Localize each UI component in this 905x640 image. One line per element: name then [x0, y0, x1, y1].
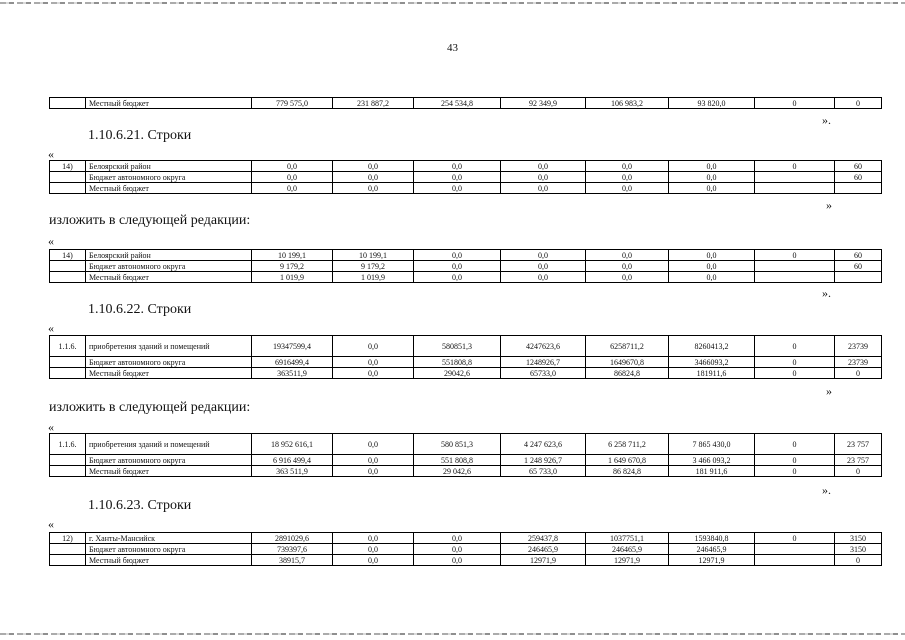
table-row [50, 357, 882, 368]
close-quote: ». [822, 286, 831, 300]
row-name-cell: Бюджет автономного округа [86, 357, 252, 368]
value-cell: 65 733,0 [501, 466, 586, 477]
row-number-cell: 1.1.6. [50, 434, 86, 455]
value-cell: 0 [755, 357, 835, 368]
scan-edge-top [0, 2, 905, 4]
value-cell [755, 172, 835, 183]
open-quote: « [48, 321, 54, 335]
table-row [50, 250, 882, 261]
value-cell: 0,0 [414, 272, 501, 283]
open-quote: « [48, 147, 54, 161]
value-cell: 18 952 616,1 [252, 434, 333, 455]
row-number-cell [50, 368, 86, 379]
row-name-cell: Белоярский район [86, 161, 252, 172]
value-cell: 0,0 [669, 261, 755, 272]
value-cell: 254 534,8 [414, 98, 501, 109]
section-heading-22: 1.10.6.22. Строки [88, 302, 192, 317]
value-cell: 0,0 [252, 183, 333, 194]
value-cell: 0 [755, 368, 835, 379]
value-cell: 0,0 [586, 172, 669, 183]
table-row [50, 336, 882, 357]
value-cell: 0,0 [333, 533, 414, 544]
value-cell: 9 179,2 [333, 261, 414, 272]
value-cell: 60 [835, 172, 882, 183]
value-cell: 0,0 [669, 161, 755, 172]
value-cell: 246465,9 [501, 544, 586, 555]
value-cell: 0,0 [252, 161, 333, 172]
value-cell: 0,0 [669, 183, 755, 194]
row-number-cell: 1.1.6. [50, 336, 86, 357]
row-name-cell: приобретения зданий и помещений [86, 434, 252, 455]
row-number-cell [50, 455, 86, 466]
value-cell: 0,0 [414, 261, 501, 272]
value-cell: 0 [755, 161, 835, 172]
table-row [50, 261, 882, 272]
value-cell: 231 887,2 [333, 98, 414, 109]
section-21-old-table [49, 160, 882, 194]
value-cell: 0 [755, 434, 835, 455]
value-cell: 246465,9 [586, 544, 669, 555]
row-name-cell: Бюджет автономного округа [86, 455, 252, 466]
value-cell: 86824,8 [586, 368, 669, 379]
value-cell: 0,0 [333, 368, 414, 379]
row-number-cell [50, 272, 86, 283]
value-cell: 0,0 [333, 336, 414, 357]
value-cell: 1248926,7 [501, 357, 586, 368]
value-cell: 0,0 [414, 183, 501, 194]
value-cell: 739397,6 [252, 544, 333, 555]
value-cell: 1649670,8 [586, 357, 669, 368]
value-cell: 9 179,2 [252, 261, 333, 272]
row-name-cell: приобретения зданий и помещений [86, 336, 252, 357]
value-cell: 0,0 [669, 172, 755, 183]
row-number-cell [50, 172, 86, 183]
value-cell: 23739 [835, 336, 882, 357]
table-row [50, 434, 882, 455]
value-cell: 60 [835, 261, 882, 272]
value-cell: 7 865 430,0 [669, 434, 755, 455]
row-name-cell: Местный бюджет [86, 555, 252, 566]
value-cell: 580 851,3 [414, 434, 501, 455]
value-cell: 23 757 [835, 434, 882, 455]
value-cell: 0 [835, 98, 882, 109]
row-number-cell [50, 357, 86, 368]
scan-edge-bottom [0, 633, 905, 635]
value-cell: 0,0 [586, 183, 669, 194]
row-number-cell [50, 183, 86, 194]
value-cell: 0 [755, 250, 835, 261]
value-cell: 0,0 [501, 261, 586, 272]
value-cell: 0,0 [501, 172, 586, 183]
value-cell [835, 183, 882, 194]
value-cell: 363 511,9 [252, 466, 333, 477]
value-cell: 551808,8 [414, 357, 501, 368]
table-row [50, 368, 882, 379]
section-22-new-table [49, 433, 882, 477]
value-cell: 0,0 [333, 357, 414, 368]
value-cell: 3150 [835, 533, 882, 544]
section-heading-21: 1.10.6.21. Строки [88, 128, 192, 143]
value-cell: 0 [835, 368, 882, 379]
value-cell: 3 466 093,2 [669, 455, 755, 466]
row-name-cell: Местный бюджет [86, 368, 252, 379]
value-cell: 0,0 [586, 250, 669, 261]
value-cell: 0,0 [669, 250, 755, 261]
value-cell: 10 199,1 [333, 250, 414, 261]
open-quote: « [48, 420, 54, 434]
value-cell: 1 649 670,8 [586, 455, 669, 466]
value-cell: 2891029,6 [252, 533, 333, 544]
value-cell: 38915,7 [252, 555, 333, 566]
value-cell: 6916499,4 [252, 357, 333, 368]
open-quote: « [48, 234, 54, 248]
table-row [50, 272, 882, 283]
row-number-cell [50, 555, 86, 566]
section-22-old-table [49, 335, 882, 379]
value-cell [755, 272, 835, 283]
value-cell: 86 824,8 [586, 466, 669, 477]
table-row [50, 466, 882, 477]
value-cell: 0,0 [333, 466, 414, 477]
row-number-cell [50, 261, 86, 272]
row-number-cell [50, 466, 86, 477]
row-name-cell: Местный бюджет [86, 183, 252, 194]
value-cell: 0 [755, 533, 835, 544]
value-cell: 92 349,9 [501, 98, 586, 109]
value-cell: 6 916 499,4 [252, 455, 333, 466]
table-row [50, 172, 882, 183]
table-row [50, 455, 882, 466]
top-table [49, 97, 882, 109]
value-cell: 1 019,9 [333, 272, 414, 283]
close-quote: ». [822, 483, 831, 497]
row-number-cell [50, 544, 86, 555]
close-quote: » [826, 198, 832, 212]
value-cell: 0 [755, 466, 835, 477]
row-name-cell: Местный бюджет [86, 98, 252, 109]
value-cell: 580851,3 [414, 336, 501, 357]
value-cell: 6258711,2 [586, 336, 669, 357]
row-number-cell: 14) [50, 250, 86, 261]
value-cell: 10 199,1 [252, 250, 333, 261]
value-cell: 0,0 [501, 272, 586, 283]
value-cell: 0,0 [252, 172, 333, 183]
page-number: 43 [447, 42, 458, 54]
value-cell: 12971,9 [586, 555, 669, 566]
table-row [50, 98, 882, 109]
value-cell: 0,0 [501, 183, 586, 194]
value-cell: 0 [755, 336, 835, 357]
table-row [50, 533, 882, 544]
value-cell: 0,0 [333, 555, 414, 566]
value-cell: 60 [835, 250, 882, 261]
value-cell [755, 544, 835, 555]
section-heading-23: 1.10.6.23. Строки [88, 498, 192, 513]
value-cell: 29 042,6 [414, 466, 501, 477]
value-cell: 259437,8 [501, 533, 586, 544]
value-cell: 1 248 926,7 [501, 455, 586, 466]
value-cell: 12971,9 [501, 555, 586, 566]
value-cell: 0 [755, 98, 835, 109]
value-cell: 0,0 [333, 183, 414, 194]
value-cell: 0,0 [333, 161, 414, 172]
value-cell: 4 247 623,6 [501, 434, 586, 455]
value-cell: 12971,9 [669, 555, 755, 566]
value-cell: 0,0 [333, 455, 414, 466]
value-cell: 0 [755, 455, 835, 466]
value-cell: 779 575,0 [252, 98, 333, 109]
table-row [50, 183, 882, 194]
value-cell: 0,0 [333, 544, 414, 555]
value-cell: 23739 [835, 357, 882, 368]
value-cell: 363511,9 [252, 368, 333, 379]
value-cell: 0 [835, 466, 882, 477]
row-number-cell: 14) [50, 161, 86, 172]
value-cell: 0,0 [501, 161, 586, 172]
value-cell: 0,0 [414, 544, 501, 555]
redaction-text: изложить в следующей редакции: [49, 213, 251, 228]
value-cell: 0,0 [586, 272, 669, 283]
value-cell: 4247623,6 [501, 336, 586, 357]
row-name-cell: Местный бюджет [86, 466, 252, 477]
row-number-cell [50, 98, 86, 109]
value-cell [755, 261, 835, 272]
value-cell: 0,0 [333, 172, 414, 183]
close-quote: » [826, 384, 832, 398]
row-name-cell: Местный бюджет [86, 272, 252, 283]
value-cell: 0,0 [669, 272, 755, 283]
close-quote: ». [822, 113, 831, 127]
value-cell: 1593840,8 [669, 533, 755, 544]
value-cell [835, 272, 882, 283]
row-name-cell: Бюджет автономного округа [86, 261, 252, 272]
value-cell: 0,0 [414, 172, 501, 183]
value-cell: 0,0 [414, 555, 501, 566]
value-cell [755, 555, 835, 566]
value-cell: 0,0 [414, 250, 501, 261]
value-cell: 1037751,1 [586, 533, 669, 544]
value-cell: 3150 [835, 544, 882, 555]
section-21-new-table [49, 249, 882, 283]
value-cell: 0,0 [414, 533, 501, 544]
row-number-cell: 12) [50, 533, 86, 544]
value-cell: 6 258 711,2 [586, 434, 669, 455]
value-cell: 0,0 [586, 161, 669, 172]
table-row [50, 544, 882, 555]
value-cell: 0,0 [333, 434, 414, 455]
value-cell: 181 911,6 [669, 466, 755, 477]
value-cell: 106 983,2 [586, 98, 669, 109]
value-cell: 65733,0 [501, 368, 586, 379]
value-cell: 93 820,0 [669, 98, 755, 109]
value-cell: 0,0 [414, 161, 501, 172]
row-name-cell: Бюджет автономного округа [86, 544, 252, 555]
value-cell [755, 183, 835, 194]
value-cell: 23 757 [835, 455, 882, 466]
value-cell: 3466093,2 [669, 357, 755, 368]
value-cell: 60 [835, 161, 882, 172]
redaction-text: изложить в следующей редакции: [49, 400, 251, 415]
row-name-cell: Белоярский район [86, 250, 252, 261]
open-quote: « [48, 517, 54, 531]
value-cell: 29042,6 [414, 368, 501, 379]
value-cell: 1 019,9 [252, 272, 333, 283]
section-23-old-table [49, 532, 882, 566]
row-name-cell: г. Ханты-Мансийск [86, 533, 252, 544]
table-row [50, 555, 882, 566]
value-cell: 19347599,4 [252, 336, 333, 357]
value-cell: 0 [835, 555, 882, 566]
table-row [50, 161, 882, 172]
value-cell: 246465,9 [669, 544, 755, 555]
value-cell: 0,0 [501, 250, 586, 261]
value-cell: 181911,6 [669, 368, 755, 379]
value-cell: 551 808,8 [414, 455, 501, 466]
value-cell: 0,0 [586, 261, 669, 272]
value-cell: 8260413,2 [669, 336, 755, 357]
row-name-cell: Бюджет автономного округа [86, 172, 252, 183]
